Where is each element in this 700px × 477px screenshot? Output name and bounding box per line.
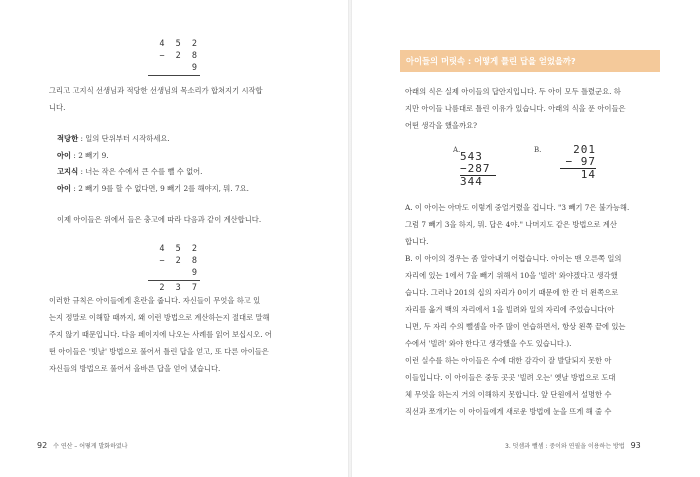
- dialogue-line: 적당한 : 일의 단위부터 시작하세요.: [57, 134, 170, 143]
- page-number: 92: [37, 441, 48, 450]
- example-a-label: A.: [453, 146, 461, 154]
- subtrahend: − 2 8 9: [159, 256, 200, 278]
- right-page: [352, 0, 700, 477]
- difference: 344: [460, 175, 483, 188]
- dialogue-line: 고지식 : 너는 작은 수에서 큰 수를 뺄 수 없어.: [57, 167, 203, 176]
- dialogue: [57, 131, 317, 197]
- page-footer: [37, 441, 128, 450]
- minuend: 4 5 2: [159, 39, 200, 49]
- minuend: 201: [573, 143, 596, 156]
- dialogue-line: 아이 : 2 빼기 9.: [57, 150, 109, 160]
- paragraph-answers: A. 이 아이는 아마도 이렇게 중얼거렸을 겁니다. "3 빼기 7은 불가능해. 그럼 7 빼기 3을 하지, 뭐. 답은 4야." 나머지도 같은 방법으로 계산 합니다. B. 이 아이의 경우는 좀 알아내기 어렵습니다. 아이는 맨 오른쪽 일의 자리에 있는 1에서 7을 빼기 위해서 10을 '빌려' 와야겠다고 생각했 습니다. 그러나 201의 십의 자리가 0이기 때문에 한 칸 더 왼쪽으로 자리를 옮겨 백의 자리에서 1을 빌려와 일의 자리에 주었습니다(아 니면, 두 자리 수의 뺄셈을 아주 많이 연습하면서, 항상 왼쪽 끝에 있는 수에서 '빌려' 와야 한다고 생각했을 수도 있습니다.). 이런 실수를 하는 아이들은 수에 대한 감각이 잘 발달되지 못한 아 이들입니다. 이 아이들은 중동 곳곳 '빌려 오는' 옛날 방법으로 도대 체 무엇을 하는지 거의 이해하지 못합니다. 앞 단원에서 설명한 수 직선과 쪼개기는 이 아이들에게 새로운 방법에 눈을 뜨게 해 줄 수: [405, 203, 630, 416]
- subtraction-problem: [148, 38, 200, 77]
- calc-rule: [148, 280, 200, 281]
- dialogue-line: 아이 : 2 빼기 9를 할 수 없다면, 9 빼기 2를 해야지, 뭐. 7요.: [57, 183, 249, 193]
- difference: 14: [580, 168, 596, 181]
- paragraph-body: 이러한 규칙은 아이들에게 혼란을 줍니다. 자신들이 무엇을 하고 있 는지 정말로 이해할 때까지, 왜 이런 방법으로 계산하는지 절대로 말해 주지 않기 때문입니다. 다음 페이지에 나오는 사례를 읽어 보십시오. 어 떤 아이들은 '빗날' 방법으로 풀어서 틀린 답을 얻고, 또 다른 아이들은 자신들의 방법으로 풀어서 올바른 답을 얻어 냈습니다.: [49, 296, 272, 373]
- paragraph-instruction: 이제 아이들은 위에서 들은 충고에 따라 다음과 같이 계산합니다.: [57, 215, 262, 224]
- page-footer: [505, 441, 641, 450]
- subtrahend: −287: [460, 162, 491, 175]
- minuend: 4 5 2: [159, 244, 200, 254]
- calc-rule: [148, 75, 200, 76]
- subtrahend: − 2 8 9: [159, 51, 200, 73]
- running-title: 수 연산 – 어떻게 발화하였나: [53, 443, 128, 450]
- left-page: [0, 0, 348, 477]
- handwritten-example-b: [560, 144, 596, 181]
- subtraction-worked: [148, 243, 200, 294]
- handwritten-example-a: [460, 151, 496, 188]
- running-title: 3. 덧셈과 뺄셈 : 중이와 연필을 이용하는 방법: [505, 443, 625, 450]
- paragraph-intro: 그리고 고지식 선생님과 적당한 선생님의 목소리가 합쳐지기 시작합 니다.: [49, 86, 263, 112]
- banner-title: 아이들의 머릿속 : 어떻게 틀린 답을 얻었을까?: [406, 56, 576, 66]
- page-number: 93: [630, 441, 641, 450]
- paragraph-intro: 아래의 식은 실제 아이들의 답안지입니다. 두 아이 모두 틀렸군요. 하 지만 아이들 나름대로 틀린 이유가 있습니다. 아래의 식을 푼 아이들은 어떤 생각을 했을까요?: [405, 87, 626, 130]
- minuend: 543: [460, 150, 483, 163]
- section-banner: [400, 50, 660, 72]
- example-b-label: B.: [534, 146, 542, 154]
- difference: 2 3 7: [159, 283, 200, 293]
- subtrahend: − 97: [565, 155, 596, 168]
